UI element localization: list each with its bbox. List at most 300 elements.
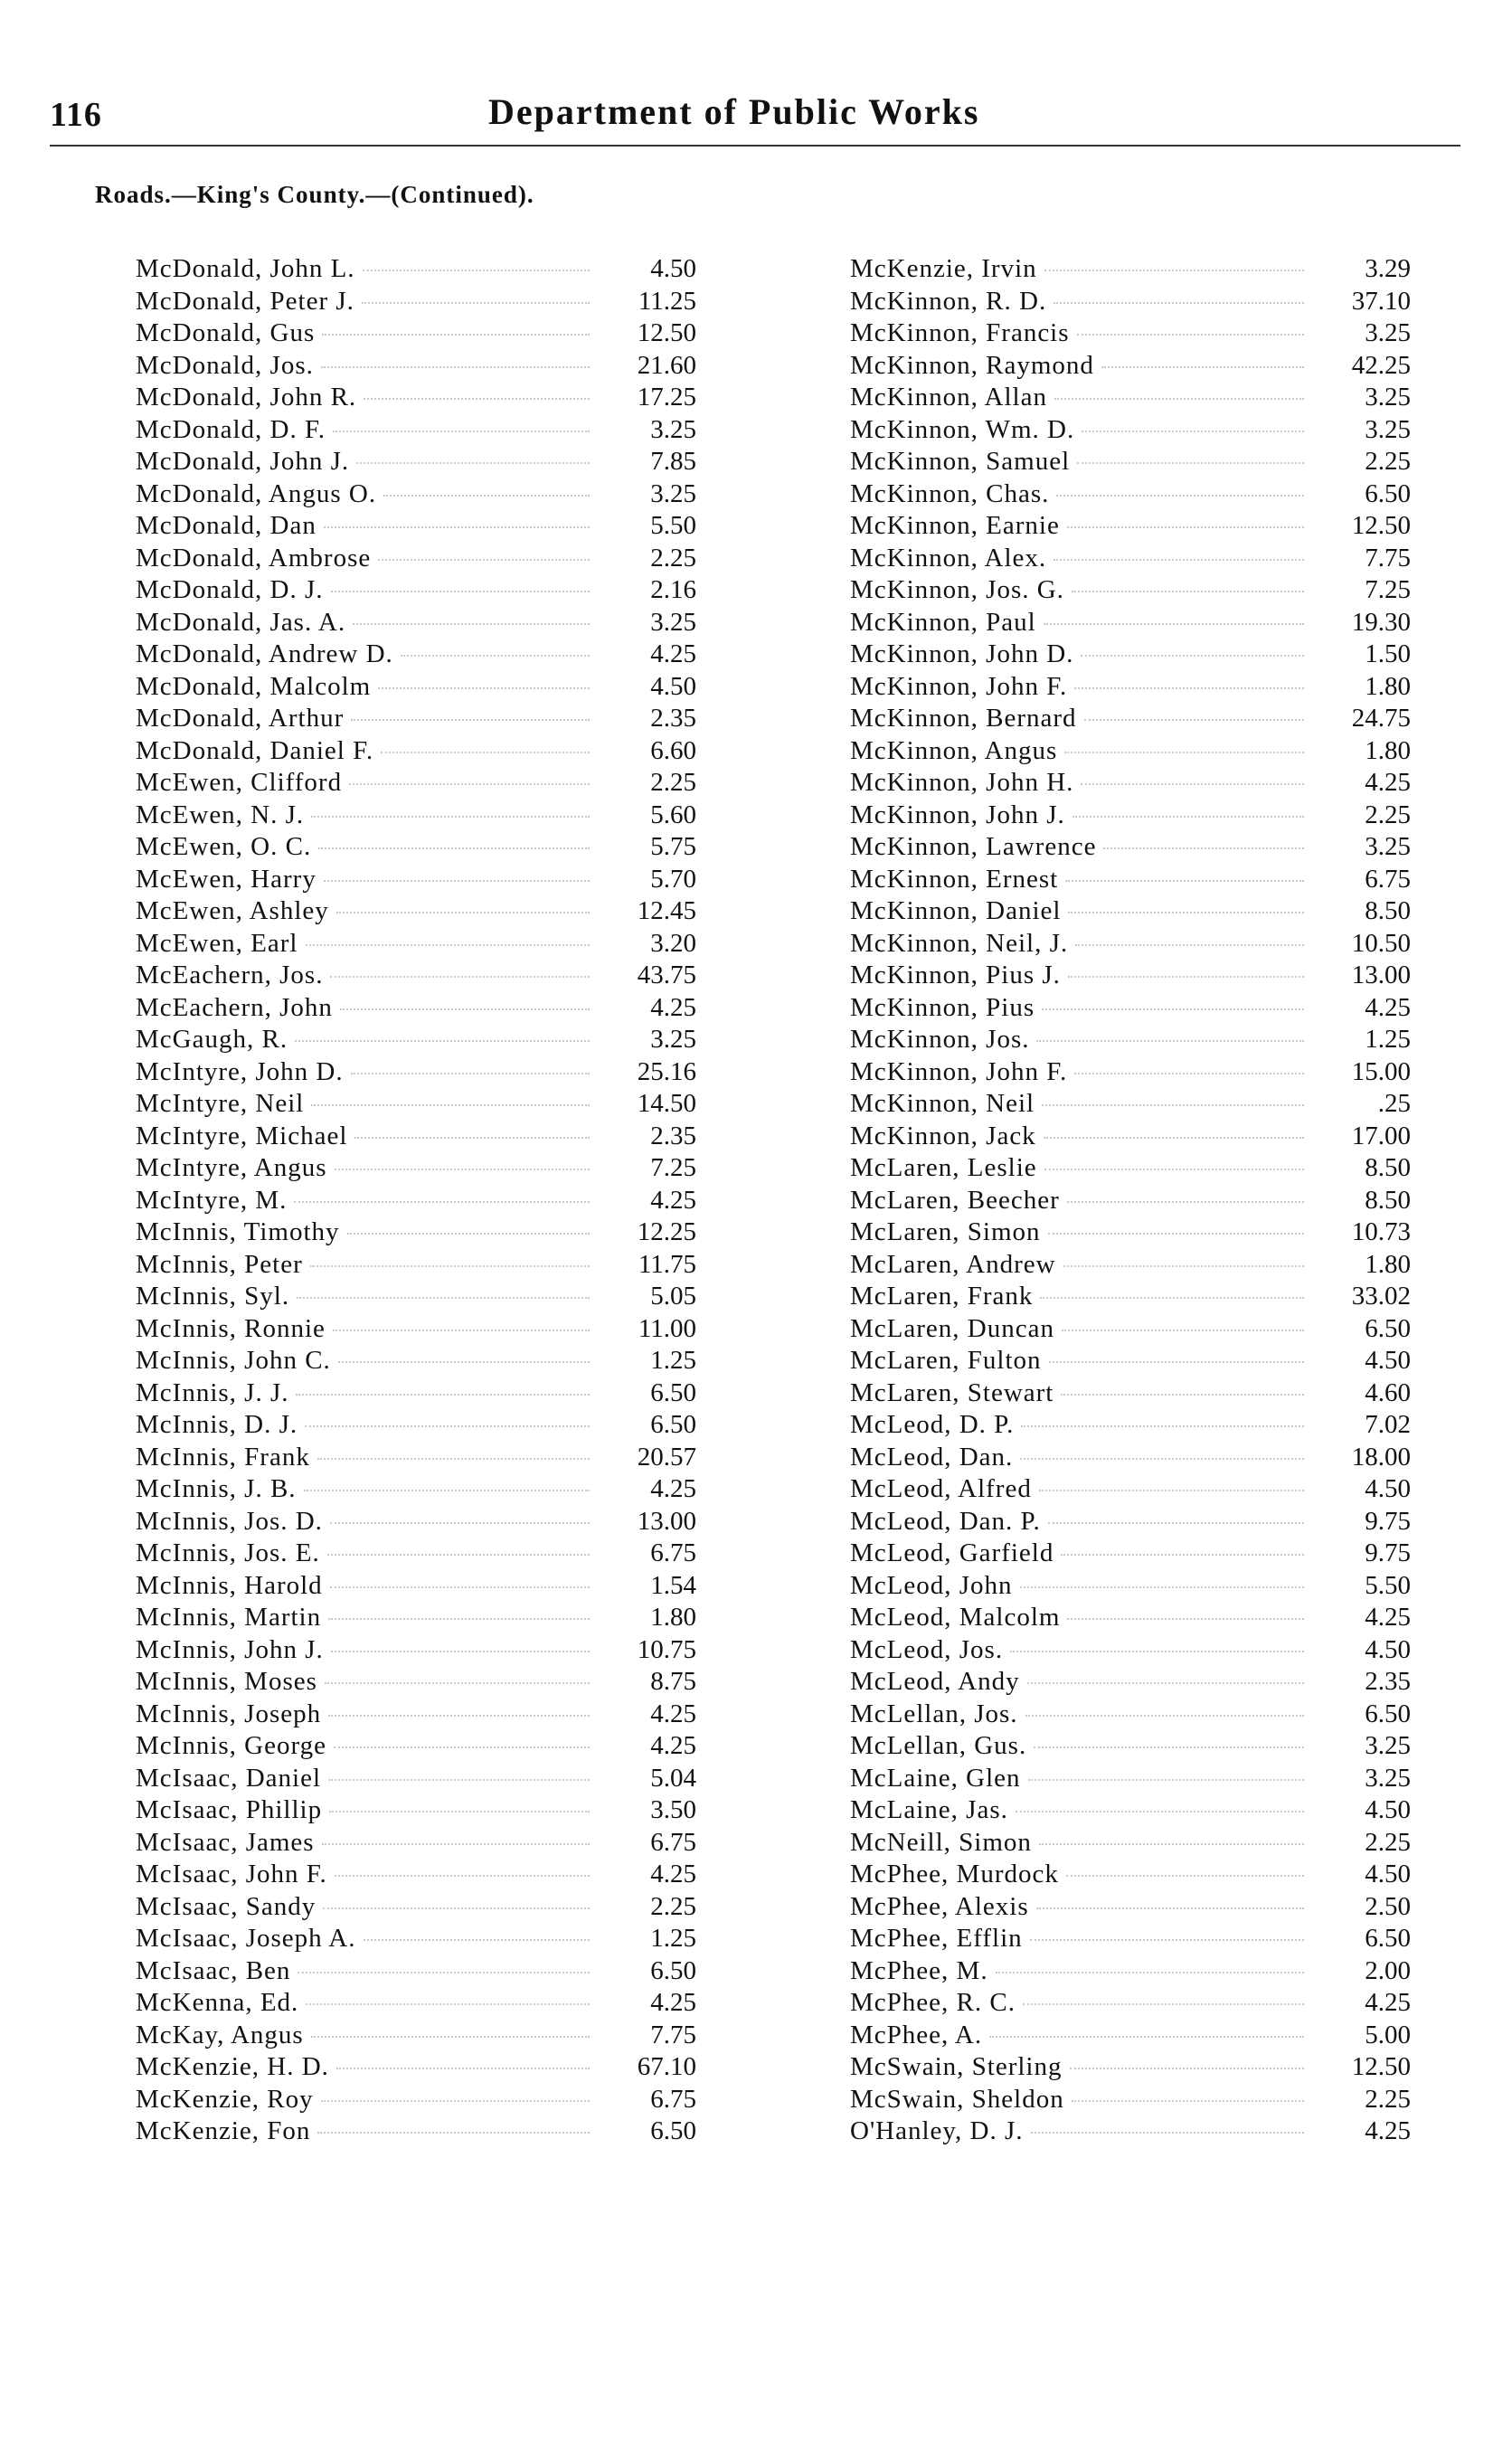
list-item [850,1281,1411,1313]
dot-leader [353,623,590,625]
list-item [136,1730,696,1763]
entry-name: McEwen, Ashley [136,896,329,925]
entry-name: McIntyre, Neil [136,1089,305,1118]
entry-name: McKinnon, John D. [850,639,1074,668]
entry-amount: 67.10 [637,2052,696,2081]
entry-amount: 3.25 [650,478,696,508]
dot-leader [349,783,590,785]
entry-amount: 4.50 [650,254,696,283]
entry-amount: 6.60 [650,735,696,765]
header-rule [50,145,1460,147]
entry-amount: 2.00 [1365,1955,1411,1985]
dot-leader [1072,591,1304,592]
entry-name: McKinnon, John H. [850,768,1074,797]
entry-name: McGaugh, R. [136,1025,288,1054]
entry-amount: 6.50 [650,1955,696,1985]
dot-leader [1067,1618,1304,1620]
entry-amount: 33.02 [1351,1282,1411,1311]
list-item [136,446,696,478]
entry-amount: 6.50 [1365,1924,1411,1953]
entry-name: McLeod, Dan. P. [850,1506,1041,1536]
entry-name: McEwen, Clifford [136,768,343,797]
entry-amount: 9.75 [1365,1506,1411,1536]
dot-leader [311,816,590,818]
list-item [850,2051,1411,2084]
list-item [850,960,1411,992]
entry-name: McDonald, Jas. A. [136,607,346,637]
list-item [850,2020,1411,2052]
list-item [850,1666,1411,1699]
entry-name: McInnis, Joseph [136,1699,322,1728]
list-item [136,1827,696,1860]
entry-amount: 12.50 [1351,2052,1411,2081]
entry-name: McLaren, Andrew [850,1249,1056,1279]
right-column [850,253,1411,2148]
dot-leader [1068,976,1304,978]
dot-leader [336,912,590,913]
entry-amount: 4.25 [1365,1603,1411,1632]
entry-amount: 3.25 [1365,1731,1411,1760]
entry-amount: 3.50 [650,1795,696,1824]
dot-leader [324,880,590,882]
dot-leader [306,944,591,946]
entry-name: McKinnon, Pius J. [850,961,1061,989]
entry-name: McEwen, N. J. [136,800,305,829]
dot-leader [351,719,590,721]
entry-amount: 2.16 [650,575,696,604]
list-item [850,928,1411,961]
list-item [850,1121,1411,1153]
entry-amount: 3.20 [650,928,696,958]
entry-name: McDonald, Arthur [136,704,345,733]
list-item [850,1152,1411,1185]
dot-leader [1025,1715,1304,1717]
list-item [136,1987,696,2020]
entry-name: O'Hanley, D. J. [850,2116,1024,2145]
list-item [136,1602,696,1634]
dot-leader [1056,495,1304,497]
entry-amount: 8.50 [1365,1185,1411,1215]
entry-amount: 1.80 [1365,735,1411,765]
entry-amount: 4.25 [650,1860,696,1888]
entry-amount: 19.30 [1351,607,1411,637]
dot-leader [1020,1586,1304,1588]
dot-leader [1044,623,1304,625]
list-item [136,1699,696,1731]
entry-name: McDonald, Andrew D. [136,639,393,668]
dot-leader [1023,2003,1304,2005]
dot-leader [330,1522,590,1524]
dot-leader [1021,1425,1304,1427]
entry-name: McPhee, M. [850,1955,988,1985]
entry-amount: 5.75 [650,832,696,861]
entry-name: McDonald, John J. [136,447,350,476]
entry-amount: 7.25 [1365,575,1411,604]
dot-leader [364,1939,590,1941]
list-item [136,2084,696,2116]
dot-leader [1070,2068,1305,2069]
dot-leader [378,559,590,561]
entry-name: McLeod, D. P. [850,1410,1015,1439]
entry-name: McDonald, Gus [136,318,316,347]
entry-amount: 5.60 [650,800,696,829]
dot-leader [1067,526,1304,528]
entry-amount: 25.16 [637,1056,696,1086]
dot-leader [1067,1201,1304,1203]
list-item [136,286,696,318]
entry-name: McInnis, George [136,1731,326,1760]
entry-name: McKinnon, Allan [850,383,1047,412]
entry-amount: 4.50 [1365,1634,1411,1664]
list-item [850,1409,1411,1442]
entry-amount: 5.50 [650,511,696,540]
list-item [850,1730,1411,1763]
list-item [850,382,1411,414]
list-item [850,1634,1411,1667]
list-item [850,1699,1411,1731]
list-item [850,1602,1411,1634]
list-item [850,1088,1411,1121]
dot-leader [333,1330,590,1331]
entry-name: McDonald, Angus O. [136,478,377,508]
entry-name: McLaren, Duncan [850,1313,1054,1343]
dot-leader [1039,1843,1304,1845]
entry-amount: 17.25 [637,383,696,412]
entry-name: McLellan, Gus. [850,1731,1027,1760]
entry-amount: 7.25 [650,1153,696,1182]
entry-name: McKinnon, Lawrence [850,832,1097,861]
entry-name: McKay, Angus [136,2020,304,2049]
list-item [850,543,1411,575]
entry-name: McKinnon, Jack [850,1121,1036,1150]
entry-amount: 4.25 [650,992,696,1022]
list-item [136,2020,696,2052]
list-item [850,1473,1411,1506]
list-item [136,1024,696,1056]
dot-leader [334,1746,590,1748]
dot-leader [1020,1458,1304,1460]
entry-name: McIsaac, Phillip [136,1795,323,1824]
dot-leader [1040,1297,1304,1299]
entry-name: McKinnon, Daniel [850,896,1062,925]
list-item [136,1088,696,1121]
dot-leader [1030,1939,1304,1941]
entry-name: McEachern, Jos. [136,961,324,989]
entry-name: McIsaac, James [136,1827,315,1857]
entry-amount: 4.25 [650,1731,696,1760]
dot-leader [354,1137,590,1139]
dot-leader [1081,783,1304,785]
dot-leader [295,1040,590,1042]
entry-name: McEwen, Harry [136,864,317,894]
list-item [850,1987,1411,2020]
dot-leader [323,1907,590,1909]
dot-leader [317,1458,590,1460]
dot-leader [1031,2132,1304,2134]
entry-name: McKinnon, Earnie [850,511,1060,540]
entry-amount: 12.45 [637,896,696,925]
list-item [136,800,696,832]
entry-amount: 20.57 [637,1442,696,1472]
list-item [850,607,1411,639]
entry-amount: 5.00 [1365,2020,1411,2049]
entry-name: McInnis, Jos. E. [136,1538,320,1567]
list-item [850,253,1411,286]
entry-name: McKinnon, Neil, J. [850,928,1069,958]
entry-name: McDonald, Dan [136,511,317,540]
entry-amount: 1.25 [1365,1025,1411,1054]
entry-name: McKenzie, Irvin [850,254,1037,283]
dot-leader [294,1201,590,1203]
entry-name: McDonald, John R. [136,383,357,412]
entry-name: McIsaac, Ben [136,1955,291,1985]
dot-leader [1042,1008,1304,1010]
list-item [850,1955,1411,1988]
entry-amount: 10.75 [637,1634,696,1664]
list-item [136,767,696,800]
entry-name: McKenna, Ed. [136,1988,299,2017]
dot-leader [1077,462,1304,464]
dot-leader [383,495,590,497]
entry-amount: 4.25 [650,1988,696,2017]
entry-name: McKinnon, Raymond [850,350,1094,380]
entry-name: McIsaac, John F. [136,1860,327,1888]
dot-leader [336,2068,590,2069]
entry-amount: 3.25 [1365,414,1411,444]
list-item [850,1763,1411,1795]
list-item [136,1891,696,1924]
dot-leader [1082,431,1304,432]
entry-name: McIntyre, Michael [136,1121,348,1150]
list-item [850,703,1411,735]
entry-amount: 6.75 [650,2084,696,2114]
list-item [850,2115,1411,2148]
entry-amount: 10.50 [1351,928,1411,958]
entry-name: McDonald, Ambrose [136,543,372,573]
dot-leader [1034,1746,1304,1748]
entry-name: McInnis, Frank [136,1442,310,1472]
entry-amount: 3.29 [1365,254,1411,283]
entry-name: McIsaac, Joseph A. [136,1924,356,1953]
dot-leader [1072,2100,1304,2102]
entry-amount: 6.50 [1365,1699,1411,1728]
dot-leader [322,1843,590,1845]
list-item [136,607,696,639]
entry-name: McIntyre, Angus [136,1153,327,1182]
list-item [136,1763,696,1795]
left-column [136,253,696,2148]
entry-name: McKinnon, Ernest [850,864,1059,894]
list-item [136,831,696,864]
list-item [136,1121,696,1153]
dot-leader [1016,1811,1304,1813]
entry-name: McKinnon, Paul [850,607,1036,637]
dot-leader [1084,719,1304,721]
dot-leader [1061,1554,1304,1556]
list-item [136,2115,696,2148]
list-item [850,1377,1411,1410]
entry-name: McLeod, John [850,1570,1013,1600]
entry-name: McInnis, Jos. D. [136,1506,323,1536]
entry-amount: 3.25 [1365,383,1411,412]
entry-amount: 4.50 [650,671,696,701]
entry-amount: 6.75 [650,1827,696,1857]
list-item [136,510,696,543]
entry-name: McEwen, Earl [136,928,298,958]
entry-amount: 9.75 [1365,1538,1411,1567]
section-title: Roads.—King's County.—(Continued). [95,181,534,208]
entry-name: McInnis, Moses [136,1667,317,1696]
dot-leader [1042,1104,1304,1106]
dot-leader [304,1490,590,1491]
dot-leader [1044,1169,1304,1170]
entry-name: McKenzie, Roy [136,2084,314,2114]
entry-name: McInnis, John J. [136,1634,324,1664]
entry-name: McInnis, Harold [136,1570,323,1600]
entry-amount: 3.25 [1365,1763,1411,1793]
dot-leader [364,398,590,400]
list-item [850,574,1411,607]
list-item [136,543,696,575]
dot-leader [1064,752,1304,753]
list-item [136,1473,696,1506]
dot-leader [1063,1265,1304,1267]
page-header [0,0,1512,154]
list-item [850,800,1411,832]
dot-leader [996,1972,1304,1973]
entry-amount: 4.25 [650,639,696,668]
entry-amount: 11.00 [638,1313,696,1343]
list-item [850,1345,1411,1377]
entry-name: McPhee, R. C. [850,1988,1016,2017]
entry-name: McPhee, Murdock [850,1860,1059,1888]
list-item [136,864,696,896]
list-item [850,895,1411,928]
dot-leader [338,1361,590,1363]
entry-amount: 43.75 [637,961,696,989]
dot-leader [401,655,590,657]
entry-name: McKinnon, Neil [850,1089,1035,1118]
page-number: 116 [50,96,102,134]
entry-name: McDonald, Malcolm [136,671,372,701]
entry-amount: 3.25 [650,1025,696,1054]
entry-name: McInnis, John C. [136,1346,331,1375]
entry-name: McLeod, Dan. [850,1442,1014,1472]
entry-amount: 12.50 [637,318,696,347]
entry-amount: 3.25 [650,414,696,444]
entry-name: McKinnon, John F. [850,671,1068,701]
dot-leader [1048,1233,1304,1235]
list-item [136,1570,696,1603]
entry-name: McInnis, D. J. [136,1410,298,1439]
entry-name: McLaine, Glen [850,1763,1021,1793]
entry-name: McLaren, Beecher [850,1185,1060,1215]
entry-name: McKenzie, Fon [136,2116,311,2145]
entry-name: McKinnon, Wm. D. [850,414,1075,444]
entry-amount: 1.25 [650,1924,696,1953]
entry-name: McSwain, Sterling [850,2052,1063,2081]
list-item [850,1056,1411,1089]
dot-leader [328,1715,590,1717]
list-item [850,286,1411,318]
dot-leader [318,847,590,849]
dot-leader [378,687,590,689]
entry-amount: 2.25 [650,1891,696,1921]
list-item [850,1538,1411,1570]
dot-leader [1036,1907,1304,1909]
list-item [850,1313,1411,1346]
dot-leader [1073,816,1304,818]
entry-amount: 37.10 [1351,286,1411,316]
entry-name: McKinnon, Samuel [850,447,1071,476]
list-item [136,1923,696,1955]
entry-name: McInnis, Martin [136,1603,322,1632]
dot-leader [296,1394,590,1396]
list-item [850,1891,1411,1924]
entry-amount: 4.50 [1365,1474,1411,1503]
entry-amount: 3.25 [650,607,696,637]
dot-leader [1103,847,1304,849]
entry-amount: 6.50 [650,1410,696,1439]
list-item [850,1024,1411,1056]
dot-leader [363,270,590,271]
entry-amount: 4.25 [1365,768,1411,797]
dot-leader [1061,1394,1304,1396]
dot-leader [330,976,590,978]
list-item [850,992,1411,1025]
entry-name: McKinnon, Angus [850,735,1058,765]
dot-leader [1028,1779,1304,1781]
list-item [850,317,1411,350]
list-item [136,1152,696,1185]
list-item [136,639,696,671]
entry-name: McLeod, Jos. [850,1634,1004,1664]
entry-amount: 2.25 [1365,447,1411,476]
entry-name: McEachern, John [136,992,333,1022]
dot-leader [1101,366,1304,368]
dot-leader [321,2100,590,2102]
entry-amount: 5.04 [650,1763,696,1793]
dot-leader [328,1779,590,1781]
entry-amount: 4.25 [650,1474,696,1503]
entry-amount: 5.50 [1365,1570,1411,1600]
dot-leader [1027,1682,1304,1684]
entry-name: McPhee, A. [850,2020,983,2049]
dot-leader [311,1104,590,1106]
list-item [850,864,1411,896]
entry-name: McInnis, Ronnie [136,1313,326,1343]
entry-amount: 2.35 [650,1121,696,1150]
entry-name: McPhee, Efflin [850,1924,1023,1953]
dot-leader [1039,1490,1304,1491]
entry-name: McLaren, Simon [850,1217,1041,1246]
entry-amount: 4.50 [1365,1346,1411,1375]
entry-amount: 11.75 [638,1249,696,1279]
dot-leader [329,1811,590,1813]
entry-amount: 5.05 [650,1282,696,1311]
entry-name: McInnis, Timothy [136,1217,340,1246]
list-item [850,1570,1411,1603]
entry-name: McLeod, Garfield [850,1538,1054,1567]
entry-name: McDonald, D. J. [136,575,324,604]
list-item [850,510,1411,543]
entry-name: McLaren, Stewart [850,1377,1054,1407]
entry-amount: 24.75 [1351,704,1411,733]
entry-name: McLaren, Fulton [850,1346,1042,1375]
dot-leader [331,1651,590,1652]
entry-name: McLeod, Malcolm [850,1603,1061,1632]
dot-leader [324,526,590,528]
